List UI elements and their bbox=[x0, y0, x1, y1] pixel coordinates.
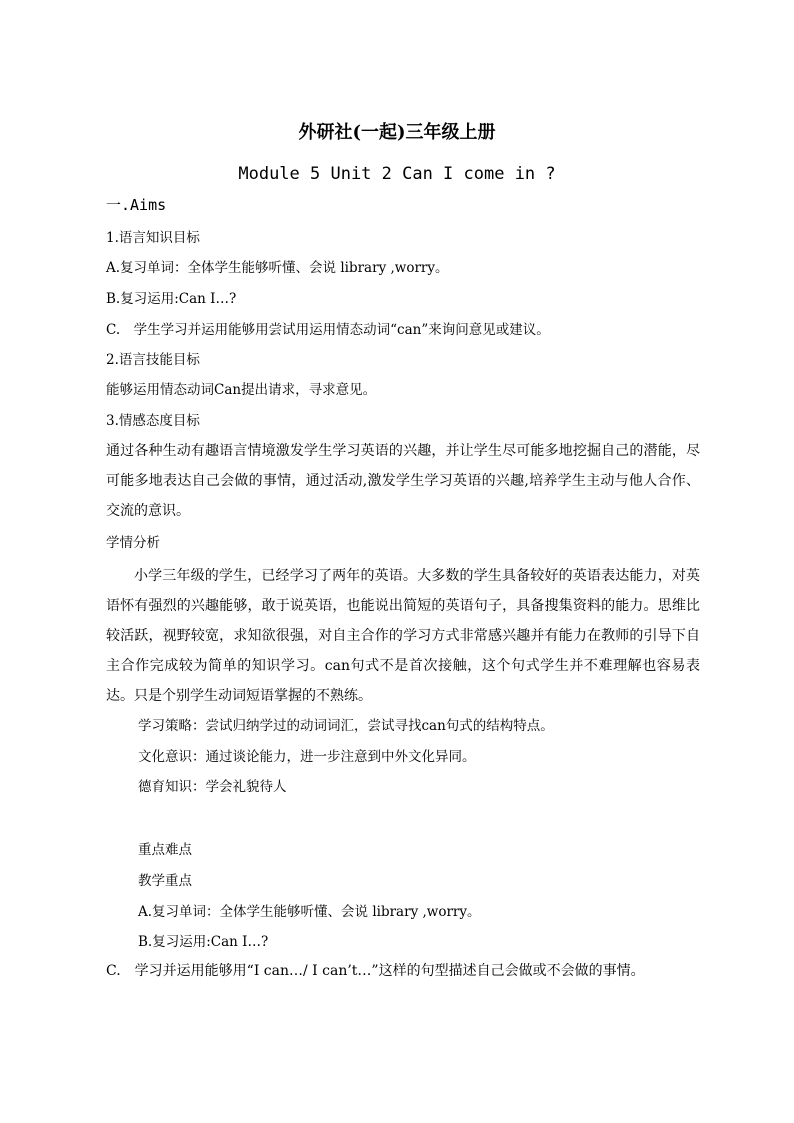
keypoints-item-c: C. 学习并运用能够用“I can…/ I can’t…”这样的句型描述自己会做或不会做的事情。 bbox=[106, 963, 645, 979]
section-1-item-a: A.复习单词：全体学生能够听懂、会说 library ,worry。 bbox=[106, 260, 449, 276]
section-1-heading: 1.语言知识目标 bbox=[106, 230, 200, 246]
document-subtitle: Module 5 Unit 2 Can I come in ? bbox=[238, 164, 556, 184]
section-3-heading: 3.情感态度目标 bbox=[106, 413, 200, 429]
aims-heading: 一.Aims bbox=[106, 196, 167, 214]
keypoints-heading: 重点难点 bbox=[138, 842, 192, 858]
section-2-heading: 2.语言技能目标 bbox=[106, 352, 200, 368]
cultural-awareness: 文化意识：通过谈论能力，进一步注意到中外文化异同。 bbox=[138, 749, 476, 765]
section-2-text: 能够运用情态动词Can提出请求，寻求意见。 bbox=[106, 382, 377, 398]
analysis-heading: 学情分析 bbox=[106, 535, 160, 551]
section-3-text: 通过各种生动有趣语言情境激发学生学习英语的兴趣，并让学生尽可能多地挖掘自己的潜能，尽可能多地表达自己会做的事情，通过活动,激发学生学习英语的兴趣,培养学生主动与他人合作、交流的意识。 bbox=[106, 443, 700, 519]
section-1-item-b: B.复习运用:Can I…? bbox=[106, 291, 237, 307]
learning-strategy: 学习策略：尝试归纳学过的动词词汇，尝试寻找can句式的结构特点。 bbox=[138, 718, 554, 734]
keypoints-item-b: B.复习运用:Can I…? bbox=[138, 934, 269, 950]
keypoints-item-a: A.复习单词：全体学生能够听懂、会说 library ,worry。 bbox=[138, 904, 481, 920]
keypoints-subheading: 教学重点 bbox=[138, 873, 192, 889]
section-1-item-c: C. 学生学习并运用能够用尝试用运用情态动词“can”来询问意见或建议。 bbox=[106, 322, 550, 338]
moral-knowledge: 德育知识：学会礼貌待人 bbox=[138, 779, 287, 795]
analysis-text: 小学三年级的学生，已经学习了两年的英语。大多数的学生具备较好的英语表达能力，对英语怀有强烈的兴趣能够，敢于说英语，也能说出简短的英语句子，具备搜集资料的能力。思维比较活跃，视野较宽，求知欲很强，对自主合作的学习方式非常感兴趣并有能力在教师的引导下自主合作完成较为简单的知识学习。can句式不是首次接触，这个句式学生并不难理解也容易表达。只是个别学生动词短语掌握的不熟练。 bbox=[106, 568, 700, 704]
document-title: 外研社(一起)三年级上册 bbox=[298, 122, 496, 143]
